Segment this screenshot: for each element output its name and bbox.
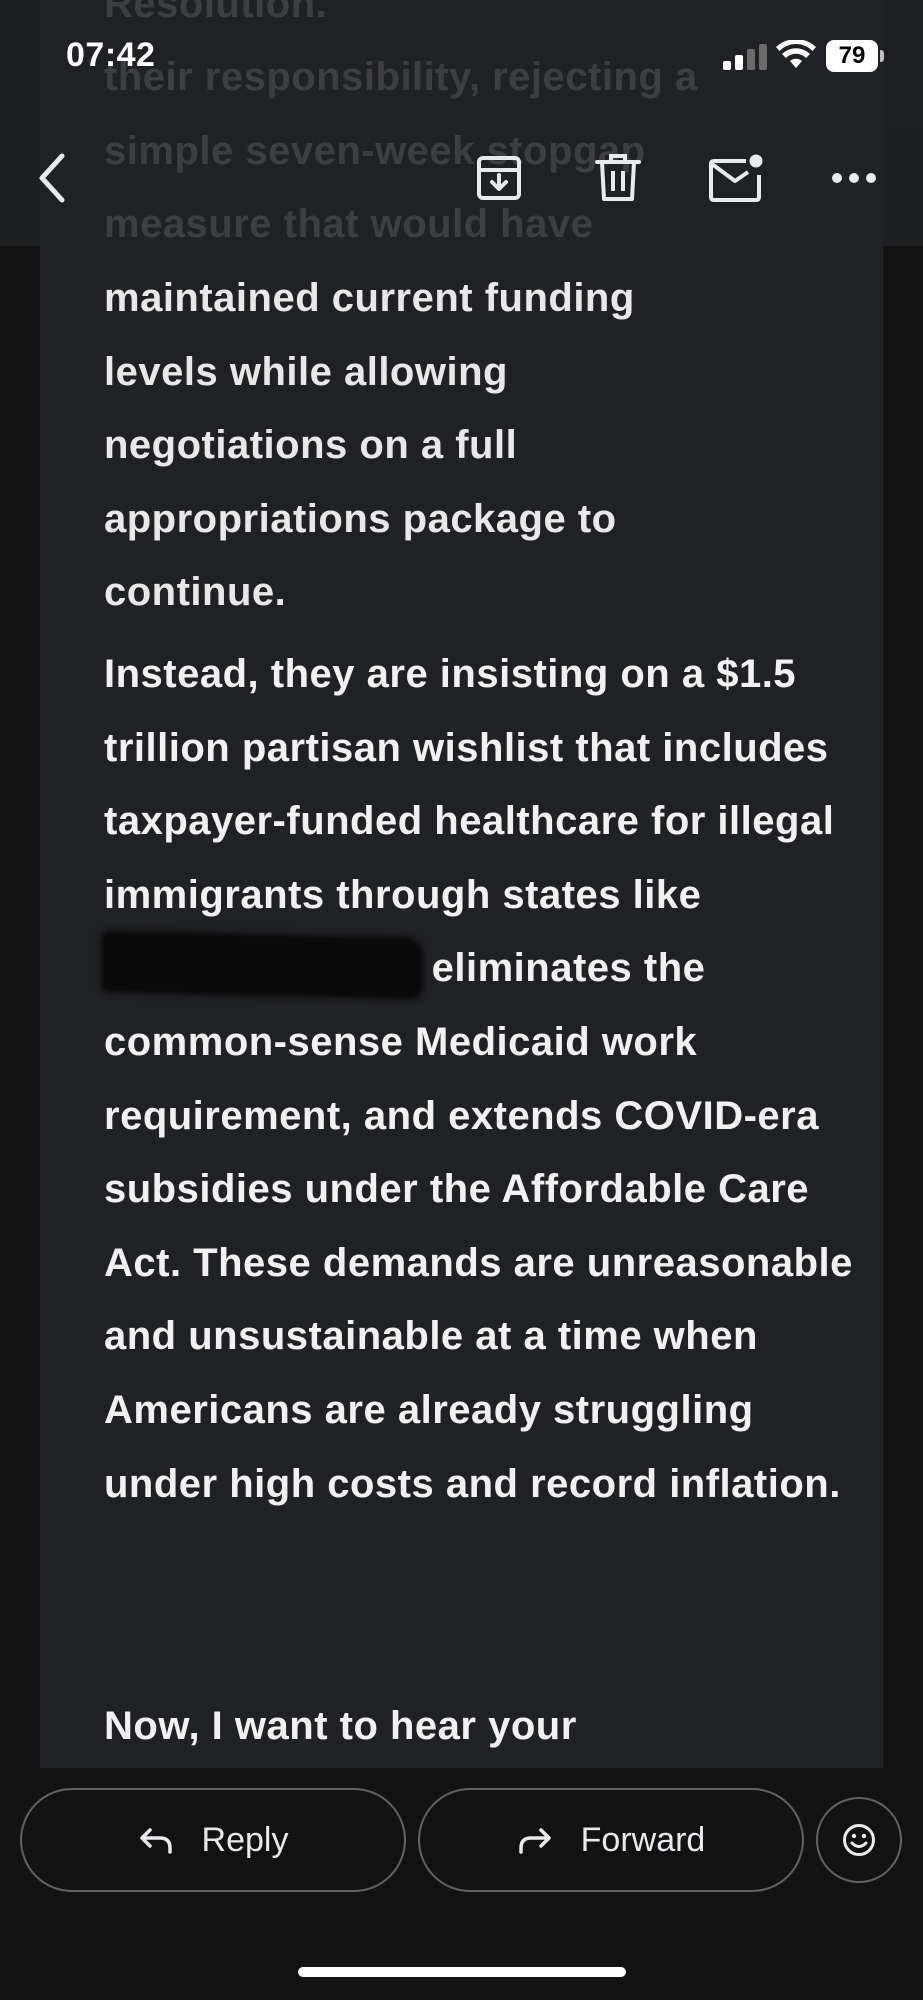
paragraph-1-line: appropriations package to xyxy=(104,496,617,541)
paragraph-1-line: negotiations on a full xyxy=(104,423,518,468)
home-indicator[interactable] xyxy=(298,1967,626,1977)
back-button[interactable] xyxy=(22,148,82,208)
forward-arrow-icon xyxy=(517,1826,553,1854)
forward-button[interactable] xyxy=(418,1788,804,1892)
mark-unread-button[interactable] xyxy=(706,148,766,208)
redaction-mark xyxy=(104,934,420,997)
reply-arrow-icon xyxy=(138,1826,174,1854)
paragraph-3-text: Now, I want to hear your xyxy=(104,1704,577,1748)
paragraph-2-text-start: Instead, they are insisting on a $1.5 trillion partisan wishlist that includes taxpayer-funded healthcare for illegal immigrants through states like xyxy=(104,652,835,917)
email-paragraph-2 xyxy=(104,638,864,1521)
forward-label: Forward xyxy=(580,1820,706,1859)
trash-icon xyxy=(595,153,641,203)
email-body xyxy=(40,0,883,1768)
paragraph-1-line: levels while allowing xyxy=(104,349,508,394)
reply-button[interactable] xyxy=(20,1788,406,1892)
email-paragraph-3 xyxy=(104,1690,864,1764)
battery-level: 79 xyxy=(826,40,878,72)
paragraph-2-text-end: eliminates the common-sense Medicaid work requirement, and extends COVID-era subsidies under the Affordable Care Act. These demands are unreasonable and unsustainable at a time when Americans are already struggling under high costs and record inflation. xyxy=(104,946,853,1506)
battery-icon xyxy=(826,40,884,72)
paragraph-1-line: continue. xyxy=(104,570,287,615)
top-app-bar xyxy=(0,0,923,246)
chevron-left-icon xyxy=(32,150,72,206)
archive-icon xyxy=(475,154,523,202)
cellular-signal-icon xyxy=(723,44,769,70)
battery-tip xyxy=(880,50,884,62)
paragraph-1-line: maintained current funding xyxy=(104,275,635,320)
delete-button[interactable] xyxy=(588,148,648,208)
paragraph-2-text xyxy=(104,638,864,1521)
mark-unread-icon xyxy=(708,153,764,203)
archive-button[interactable] xyxy=(469,148,529,208)
wifi-icon xyxy=(776,40,816,70)
emoji-reaction-icon xyxy=(842,1823,876,1857)
emoji-reaction-button[interactable] xyxy=(816,1797,902,1883)
more-horizontal-icon xyxy=(831,172,877,184)
bottom-action-bar xyxy=(0,1768,923,2000)
reply-label: Reply xyxy=(201,1820,289,1859)
status-time: 07:42 xyxy=(66,36,156,74)
more-options-button[interactable] xyxy=(824,148,884,208)
